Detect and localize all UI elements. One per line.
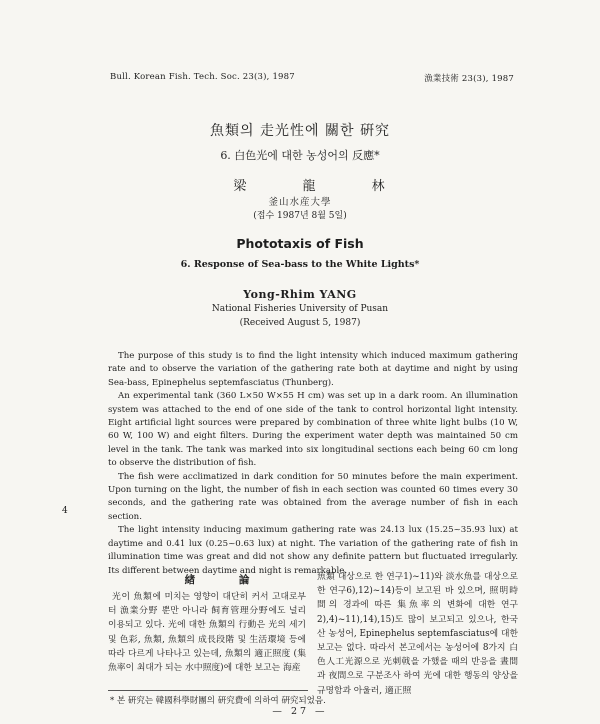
footnote: * 본 硏究는 韓國科學財團의 硏究費에 의하여 硏究되었음.	[110, 696, 326, 706]
body-column-right: 魚類 대상으로 한 연구1)~11)와 淡水魚를 대상으로 한 연구6),12)~14)등이 보고된 바 있으며, 照明時間의 경과에 따른 集魚率의 변화에 대한 연구2),4)~11),14),15)도 많이 보고되고 있으나, 한국산 농성어, Epinephelus septemfasciatus에 대한 보고는 없다. 따라서 본고에서는 농성어에 8가지 白色人工光源으로 光刺戟을 가했을 때의 반응을 晝間과 夜間으로 구분조사 하여 光에 대한 행동의 양상을 규명함과 아울러, 適正照	[317, 572, 518, 696]
korean-received-date: (접수 1987년 8월 5일)	[253, 211, 347, 221]
english-affiliation: National Fisheries University of Pusan	[211, 304, 389, 314]
korean-affiliation: 釜山水産大學	[268, 197, 332, 208]
korean-author: 梁 龍 林	[233, 179, 411, 194]
english-subtitle: 6. Response of Sea-bass to the White Lights*	[180, 259, 420, 270]
margin-mark: 4	[62, 506, 68, 516]
section-heading-introduction: 緖 論	[184, 574, 270, 586]
korean-subtitle: 6. 白色光에 대한 농성어의 反應*	[220, 149, 380, 162]
journal-header-korean: 漁業技術 23(3), 1987	[424, 74, 514, 84]
korean-title: 魚類의 走光性에 關한 硏究	[210, 123, 390, 139]
footnote-divider	[108, 690, 308, 691]
abstract	[108, 350, 518, 578]
body-column-left: 光이 魚類에 미치는 영향이 대단히 커서 고대로부터 漁業分野 뿐만 아니라 飼育管理分野에도 널리 이용되고 있다. 光에 대한 魚類의 行動은 光의 세기 및 色彩, 魚類, 魚類의 成長段階 및 生活環境 등에 따라 다르게 나타나고 있는데, 魚類의 適正照度 (集魚率이 최대가 되는 水中照度)에 대한 보고는 海産	[108, 592, 306, 674]
abstract-paragraph: The fish were acclimatized in dark condition for 50 minutes before the main experiment. Upon turning on the light, the number of fish in each section was counted 60 times every 30 seconds, and the gathering rate was obtained from the average number of fish in each section.	[108, 471, 518, 522]
abstract-paragraph: The light intensity inducing maximum gathering rate was 24.13 lux (15.25~35.93 lux) at daytime and 0.41 lux (0.25~0.63 lux) at night. The variation of the gathering rate of fish in illumination time was great and did not show any definite pattern but fluctuated irregularly. Its different between daytime and night is remarkable.	[108, 525, 518, 576]
abstract-paragraph: The purpose of this study is to find the light intensity which induced maximum gathering rate and to observe the variation of the gathering rate both at daytime and night by using Sea-bass, Epinephelus septemfasciatus (Thunberg).	[108, 351, 518, 388]
english-title: Phototaxis of Fish	[236, 236, 364, 251]
journal-header-english: Bull. Korean Fish. Tech. Soc. 23(3), 1987	[110, 72, 295, 82]
english-author: Yong-Rhim YANG	[243, 288, 357, 301]
abstract-paragraph: An experimental tank (360 L×50 W×55 H cm) was set up in a dark room. An illumination system was attached to the end of one side of the tank to control horizontal light intensity. Eight artificial light sources were prepared by combination of three white light bulbs (10 W, 60 W, 100 W) and eight filters. During the experiment water depth was maintained 50 cm level in the tank. The tank was marked into six longitudinal sections each being 60 cm long to observe the distribution of fish.	[108, 391, 518, 469]
english-received-date: (Received August 5, 1987)	[239, 318, 361, 328]
page-number: — 27 —	[272, 706, 328, 717]
